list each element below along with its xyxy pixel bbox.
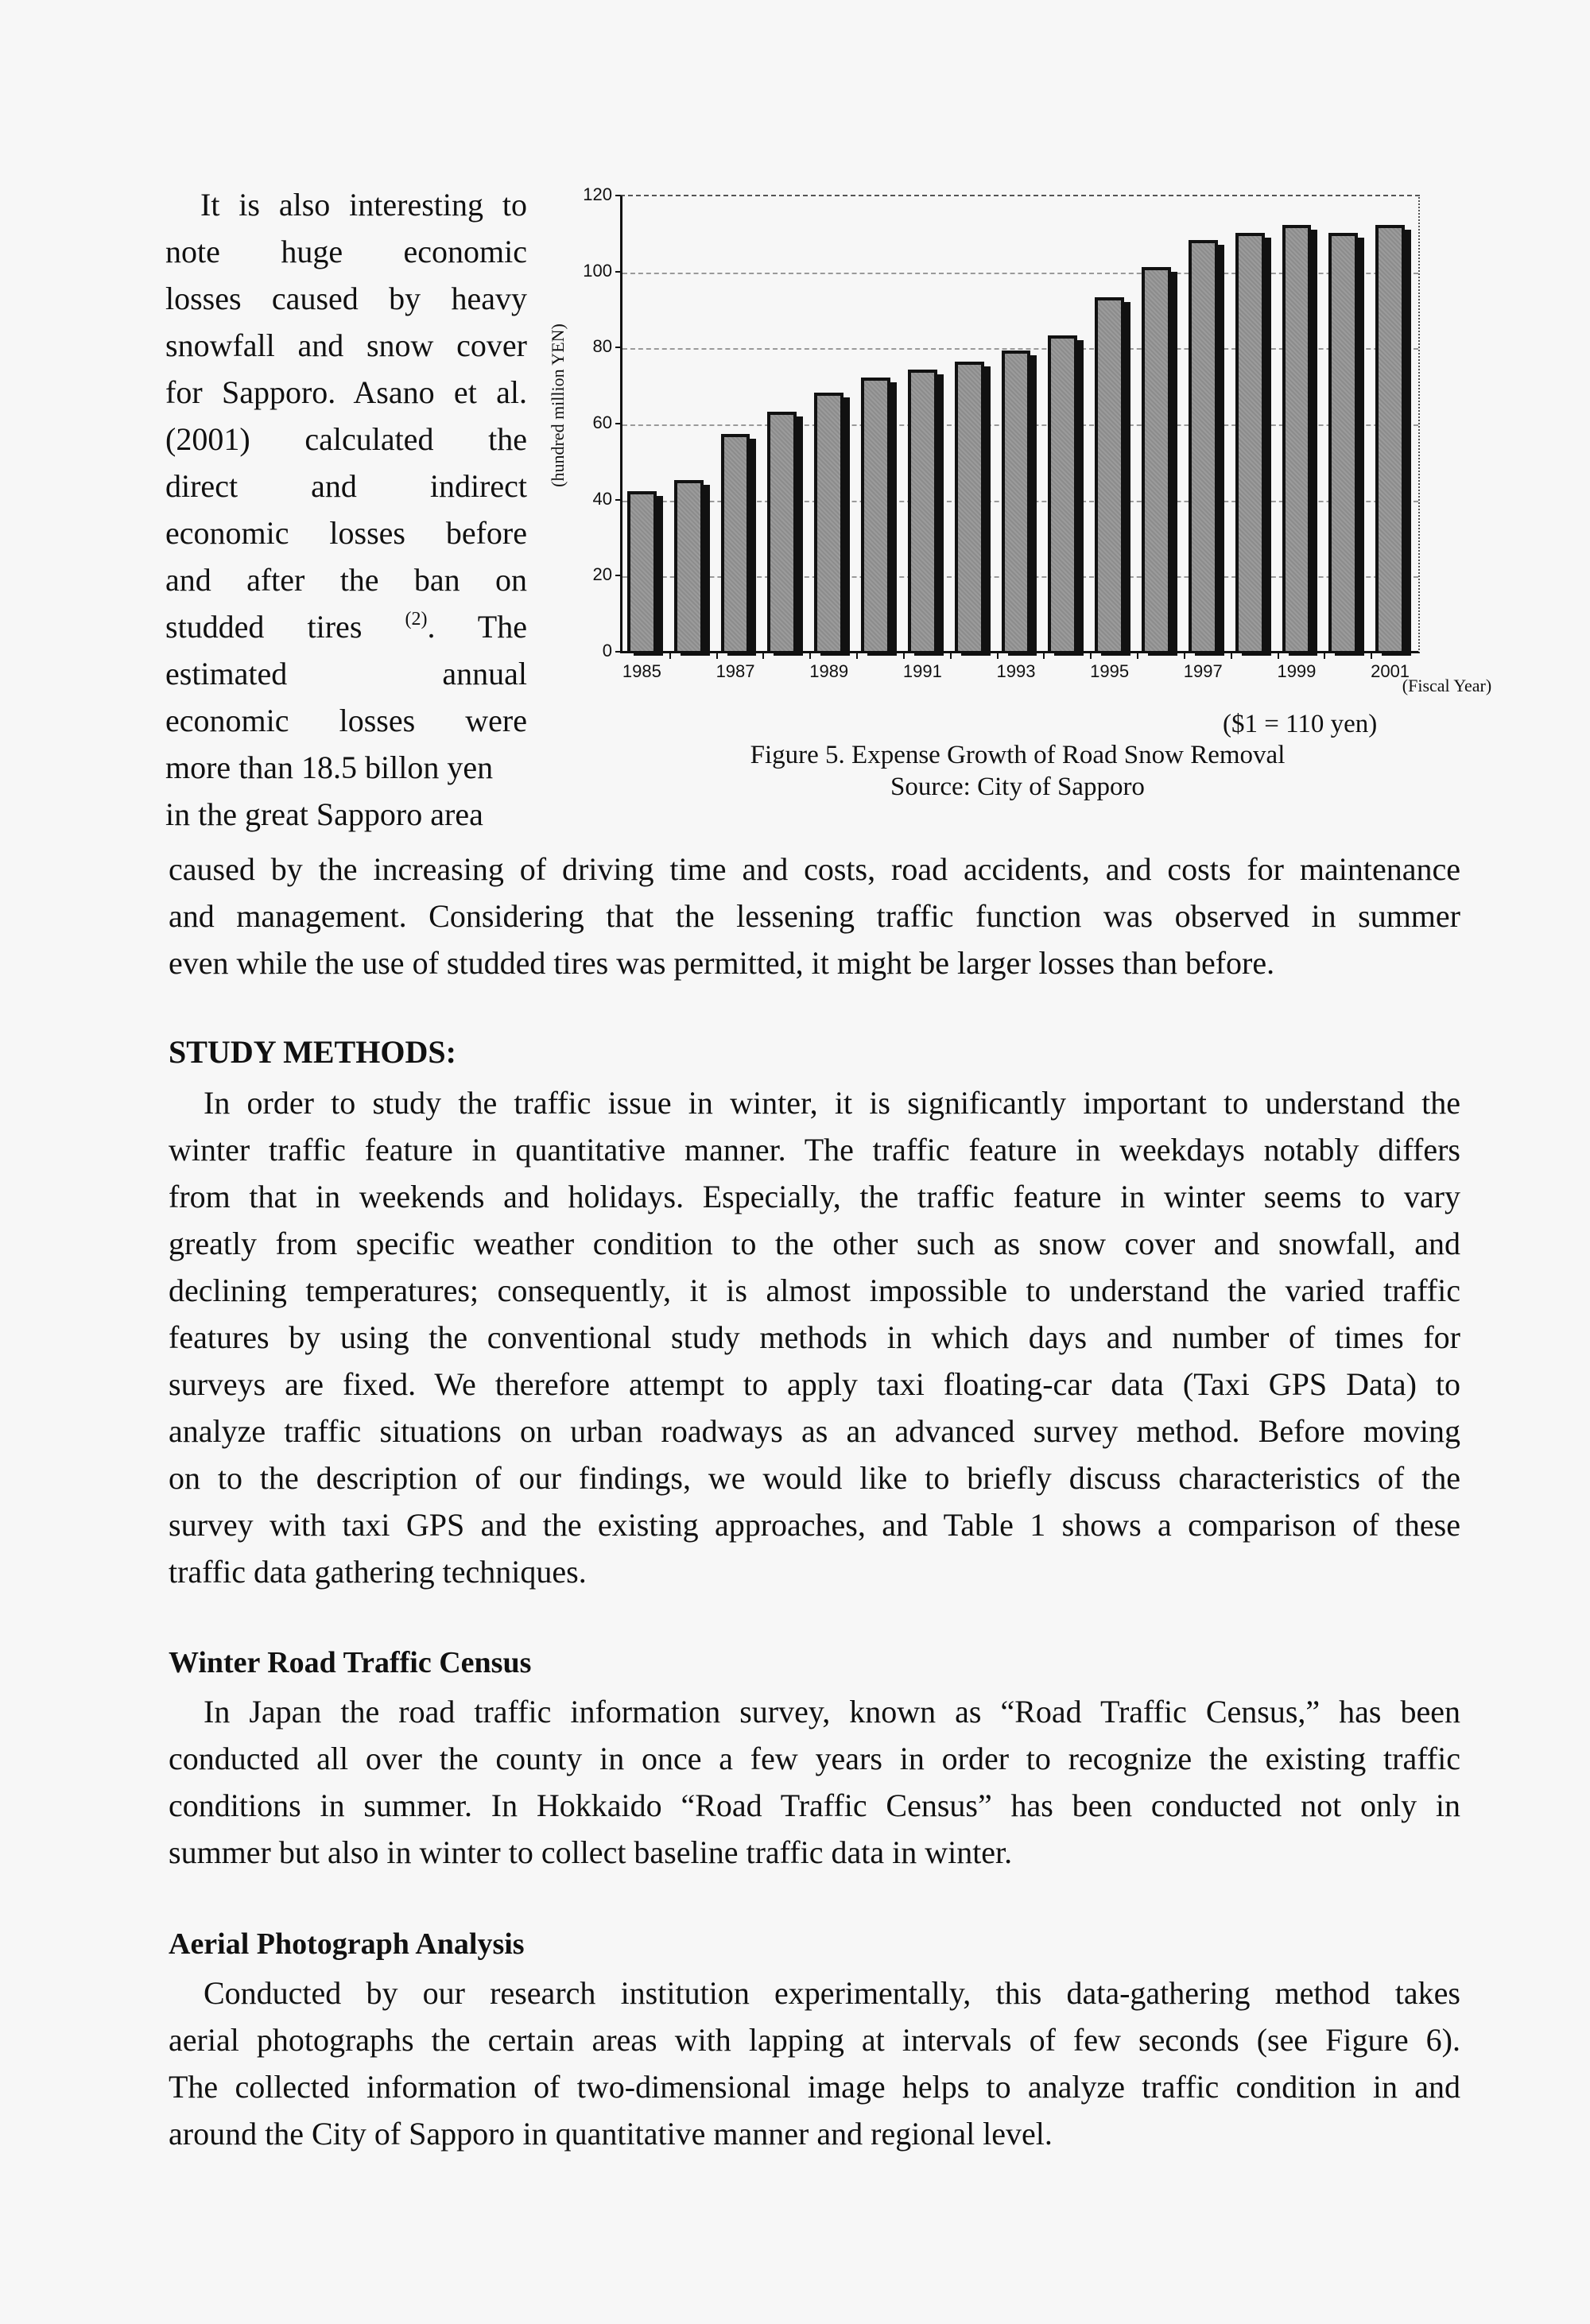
text-line: It is also interesting to: [200, 187, 527, 223]
bar-1988: [767, 412, 797, 651]
intro-continued-paragraph: [169, 846, 1460, 986]
x-tick: [669, 653, 671, 659]
text-line: conducted all over the county in once a few years in order to recognize the existing traffic: [169, 1741, 1460, 1776]
y-tick-label: 0: [602, 641, 612, 660]
x-tick: [1090, 653, 1092, 659]
y-tick-label: 60: [592, 413, 612, 432]
text-line: conditions in summer. In Hokkaido “Road Traffic Census” has been conducted not only in: [169, 1788, 1460, 1823]
bar-1992: [955, 362, 984, 651]
bar-1994: [1048, 335, 1077, 651]
text-line: on to the description of our findings, we would like to briefly discuss characteristics of the: [169, 1460, 1460, 1496]
text-line: for Sapporo. Asano et al.: [165, 374, 527, 410]
bar-1986: [674, 480, 704, 651]
text-line: estimated annual: [165, 656, 527, 691]
plot-area: [620, 195, 1420, 653]
aerial-paragraph: [169, 1970, 1460, 2157]
text-line: and management. Considering that the lessening traffic function was observed in summer: [169, 898, 1460, 934]
bar-1987: [721, 434, 750, 651]
x-tick: [1137, 653, 1138, 659]
subsection-heading-aerial: Aerial Photograph Analysis: [169, 1927, 525, 1961]
text-line: features by using the conventional study methods in which days and number of times for: [169, 1319, 1460, 1355]
bar-1998: [1235, 233, 1265, 651]
bar-2000: [1328, 233, 1358, 651]
text-line: summer but also in winter to collect baseline traffic data in winter.: [169, 1834, 1013, 1870]
x-tick-label: 1993: [996, 661, 1036, 681]
caption-title: Figure 5. Expense Growth of Road Snow Removal: [750, 741, 1286, 769]
footnote-ref: (2): [405, 609, 428, 629]
x-tick: [1184, 653, 1185, 659]
x-tick: [903, 653, 905, 659]
text-line: (2001) calculated the: [165, 421, 527, 457]
y-tick-label: 20: [592, 564, 612, 585]
bar-1985: [627, 491, 657, 651]
text-line: caused by the increasing of driving time and costs, road accidents, and costs for maintenance: [169, 851, 1460, 887]
x-tick-label: 1987: [716, 661, 755, 681]
text-line: Conducted by our research institution experimentally, this data-gathering method takes: [204, 1975, 1460, 2011]
x-tick-label: 1995: [1090, 661, 1130, 681]
text-line: from that in weekends and holidays. Especially, the traffic feature in winter seems to vary: [169, 1179, 1460, 1214]
figure-caption: [636, 739, 1399, 803]
text-line: losses caused by heavy: [165, 281, 527, 316]
text-line: even while the use of studded tires was permitted, it might be larger losses than before.: [169, 945, 1275, 981]
y-tick-label: 100: [583, 260, 612, 281]
x-tick: [1043, 653, 1045, 659]
text-line: note huge economic: [165, 234, 527, 269]
text-line: direct and indirect: [165, 468, 527, 504]
x-tick: [856, 653, 858, 659]
text-line: survey with taxi GPS and the existing approaches, and Table 1 shows a comparison of these: [169, 1507, 1460, 1543]
bar-chart: (hundred million YEN) 0 20 40 60 80 100 120 1985 1987 1989 1991 1993 1995 1997 1999 2001 (Fiscal Year): [548, 184, 1492, 695]
text-line: analyze traffic situations on urban roadways as an advanced survey method. Before moving: [169, 1413, 1460, 1449]
bar-1995: [1095, 297, 1124, 651]
caption-source: Source: City of Sapporo: [890, 773, 1145, 801]
x-tick: [809, 653, 811, 659]
section-heading-study-methods: STUDY METHODS:: [169, 1034, 456, 1070]
text-line: and after the ban on: [165, 562, 527, 598]
text-line: around the City of Sapporo in quantitative manner and regional level.: [169, 2116, 1053, 2152]
bar-1996: [1142, 267, 1171, 651]
text-line: more than 18.5 billon yen: [165, 749, 494, 785]
x-axis-title: (Fiscal Year): [1402, 676, 1492, 695]
text-line: The collected information of two-dimensional image helps to analyze traffic condition in and: [169, 2069, 1460, 2105]
x-tick-label: 1985: [622, 661, 661, 681]
x-tick: [997, 653, 999, 659]
subsection-heading-census: Winter Road Traffic Census: [169, 1646, 532, 1679]
bar-1991: [908, 370, 937, 651]
text-fragment: . The: [427, 609, 527, 645]
x-tick-label: 1989: [809, 661, 849, 681]
text-fragment: studded tires: [165, 609, 363, 645]
text-line: winter traffic feature in quantitative manner. The traffic feature in weekdays notably differs: [169, 1132, 1460, 1168]
bar-1993: [1002, 351, 1031, 651]
x-tick: [1324, 653, 1325, 659]
text-line: In Japan the road traffic information survey, known as “Road Traffic Census,” has been: [204, 1694, 1460, 1729]
text-line: traffic data gathering techniques.: [169, 1554, 587, 1590]
x-tick: [1371, 653, 1372, 659]
x-tick: [950, 653, 952, 659]
x-tick-label: 1991: [902, 661, 942, 681]
x-tick-label: 1997: [1183, 661, 1223, 681]
text-line: snowfall and snow cover: [165, 327, 527, 363]
census-paragraph: [169, 1688, 1460, 1876]
text-line: In order to study the traffic issue in winter, it is significantly important to understand the: [204, 1085, 1460, 1121]
text-line: greatly from specific weather condition to the other such as snow cover and snowfall, and: [169, 1226, 1460, 1261]
bar-1989: [814, 393, 843, 651]
exchange-rate-note: ($1 = 110 yen): [1223, 710, 1378, 738]
bar-1990: [861, 378, 890, 651]
bar-1997: [1189, 240, 1218, 651]
intro-paragraph: [165, 181, 527, 838]
x-tick: [716, 653, 718, 659]
study-methods-paragraph: [169, 1079, 1460, 1595]
y-tick-label: 80: [592, 336, 612, 357]
y-tick-label: 120: [583, 184, 612, 204]
text-line: economic losses before: [165, 515, 527, 551]
text-line: economic losses were: [165, 703, 527, 738]
x-tick: [1278, 653, 1279, 659]
x-tick-label: 1999: [1277, 661, 1317, 681]
y-tick-label: 40: [592, 488, 612, 509]
text-line: declining temperatures; consequently, it is almost impossible to understand the varied traffic: [169, 1272, 1460, 1308]
bar-2001: [1375, 225, 1405, 651]
x-tick: [762, 653, 764, 659]
text-line: aerial photographs the certain areas with lapping at intervals of few seconds (see Figure 6).: [169, 2022, 1460, 2058]
x-tick: [1231, 653, 1232, 659]
text-line: surveys are fixed. We therefore attempt to apply taxi floating-car data (Taxi GPS Data) to: [169, 1366, 1460, 1402]
x-tick-label: 2001: [1371, 661, 1410, 681]
text-line: in the great Sapporo area: [165, 796, 483, 832]
text-line-with-footnote: [165, 603, 527, 650]
bar-1999: [1282, 225, 1312, 651]
